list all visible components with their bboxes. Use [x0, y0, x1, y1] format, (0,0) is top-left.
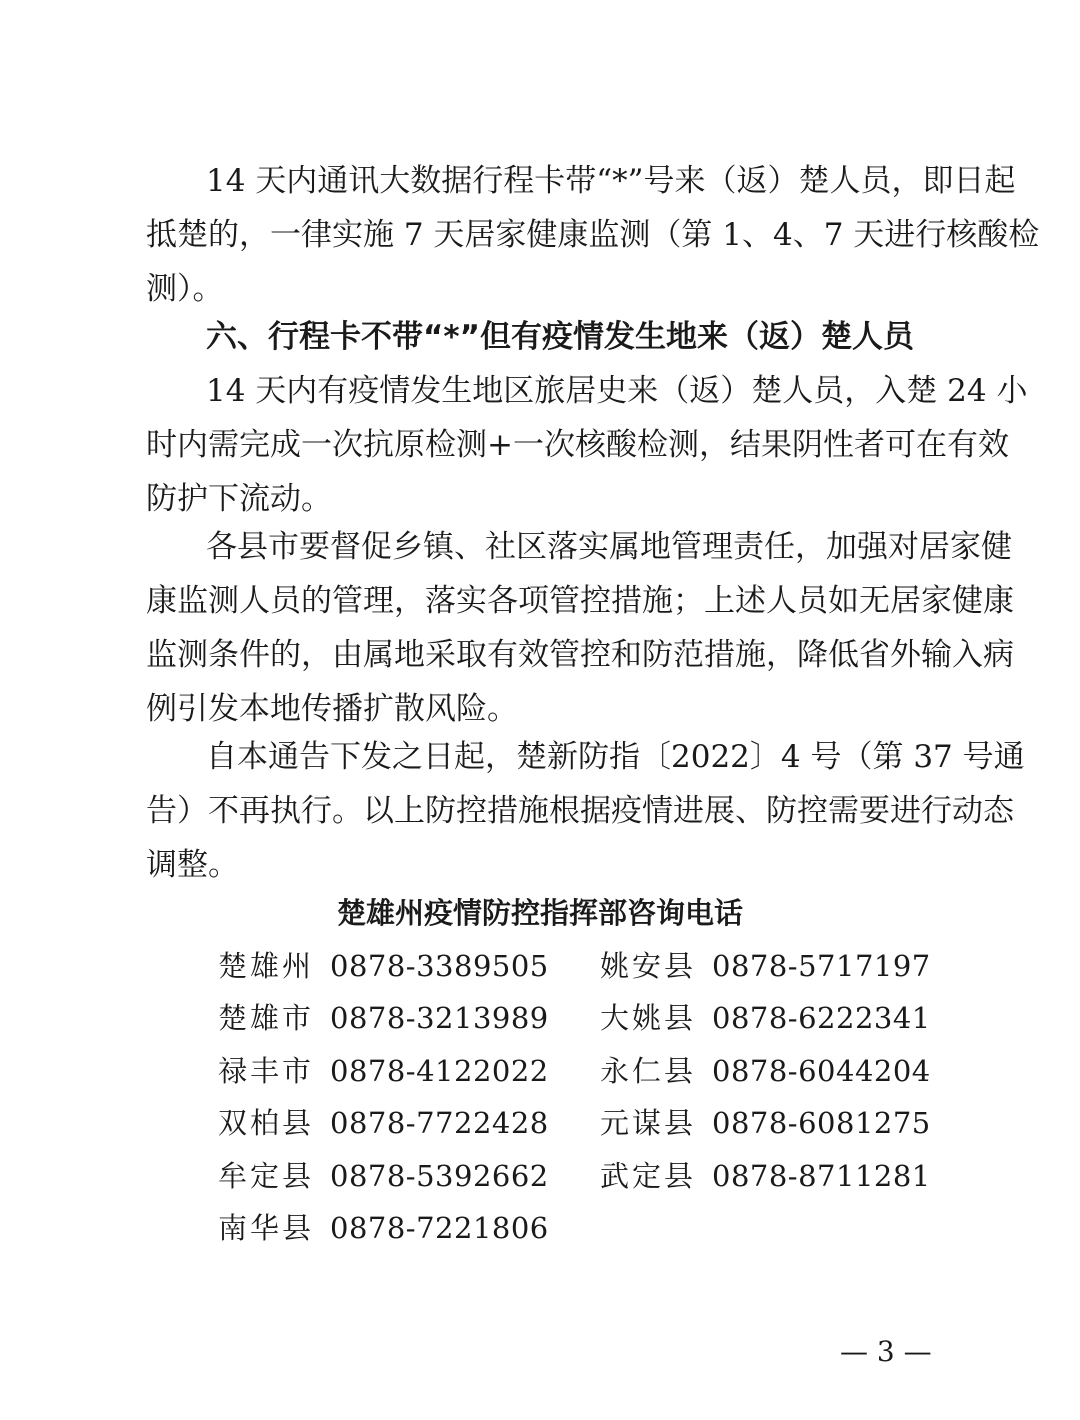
paragraph-line: 康监测人员的管理，落实各项管控措施；上述人员如无居家健康	[146, 583, 1014, 619]
county-name: 南华县	[218, 1210, 315, 1245]
phone-entry	[218, 992, 549, 1044]
paragraph-line: 自本通告下发之日起，楚新防指〔2022〕4 号（第 37 号通	[206, 739, 1025, 775]
phone-entry	[600, 940, 931, 992]
paragraph-epidemic-area	[146, 364, 1028, 526]
county-name: 楚雄州	[218, 949, 315, 983]
paragraph-effective-date	[146, 730, 1025, 892]
phone-number: 0878-3389505	[330, 949, 549, 983]
phone-number: 0878-4122022	[330, 1053, 549, 1088]
county-name: 大姚县	[600, 1001, 697, 1036]
phone-entry	[218, 1150, 549, 1202]
paragraph-county-responsibility	[146, 520, 1014, 736]
phone-directory-title: 楚雄州疫情防控指挥部咨询电话	[336, 896, 743, 930]
phone-entry	[218, 1202, 549, 1254]
paragraph-line: 测）。	[146, 271, 224, 307]
phone-number: 0878-3213989	[330, 1001, 549, 1036]
phone-entry	[600, 1097, 931, 1149]
phone-list-left	[218, 940, 549, 1254]
paragraph-line: 例引发本地传播扩散风险。	[146, 691, 518, 727]
phone-number: 0878-8711281	[712, 1158, 931, 1193]
phone-number: 0878-5392662	[330, 1158, 549, 1193]
phone-number: 0878-7221806	[330, 1210, 549, 1245]
phone-entry	[600, 992, 931, 1044]
county-name: 禄丰市	[218, 1053, 315, 1088]
phone-number: 0878-6081275	[712, 1106, 931, 1141]
phone-list-right	[600, 940, 931, 1202]
county-name: 武定县	[600, 1158, 697, 1193]
county-name: 牟定县	[218, 1158, 315, 1193]
phone-number: 0878-7722428	[330, 1106, 549, 1141]
paragraph-line: 防护下流动。	[146, 481, 332, 517]
phone-number: 0878-6044204	[712, 1053, 931, 1088]
phone-number: 0878-5717197	[712, 949, 931, 983]
county-name: 永仁县	[600, 1053, 697, 1088]
paragraph-line: 监测条件的，由属地采取有效管控和防范措施，降低省外输入病	[146, 637, 1014, 673]
phone-number: 0878-6222341	[712, 1001, 931, 1036]
county-name: 元谋县	[600, 1106, 697, 1141]
paragraph-line: 告）不再执行。以上防控措施根据疫情进展、防控需要进行动态	[146, 793, 1014, 829]
paragraph-star-itinerary	[146, 154, 1040, 316]
county-name: 楚雄市	[218, 1001, 315, 1036]
paragraph-line: 14 天内有疫情发生地区旅居史来（返）楚人员，入楚 24 小	[206, 373, 1028, 409]
county-name: 双柏县	[218, 1106, 315, 1141]
paragraph-line: 调整。	[146, 847, 239, 883]
paragraph-line: 抵楚的，一律实施 7 天居家健康监测（第 1、4、7 天进行核酸检	[146, 217, 1040, 253]
phone-entry	[218, 1097, 549, 1149]
paragraph-line: 各县市要督促乡镇、社区落实属地管理责任，加强对居家健	[206, 529, 1012, 565]
paragraph-line: 时内需完成一次抗原检测+一次核酸检测，结果阴性者可在有效	[146, 427, 1009, 463]
phone-entry	[218, 1045, 549, 1097]
phone-entry	[218, 940, 549, 992]
page-number: — 3 —	[840, 1335, 932, 1368]
phone-entry	[600, 1150, 931, 1202]
county-name: 姚安县	[600, 949, 697, 983]
phone-entry	[600, 1045, 931, 1097]
section-heading-6: 六、行程卡不带“*”但有疫情发生地来（返）楚人员	[206, 319, 914, 355]
paragraph-line: 14 天内通讯大数据行程卡带“*”号来（返）楚人员，即日起	[206, 163, 1016, 199]
